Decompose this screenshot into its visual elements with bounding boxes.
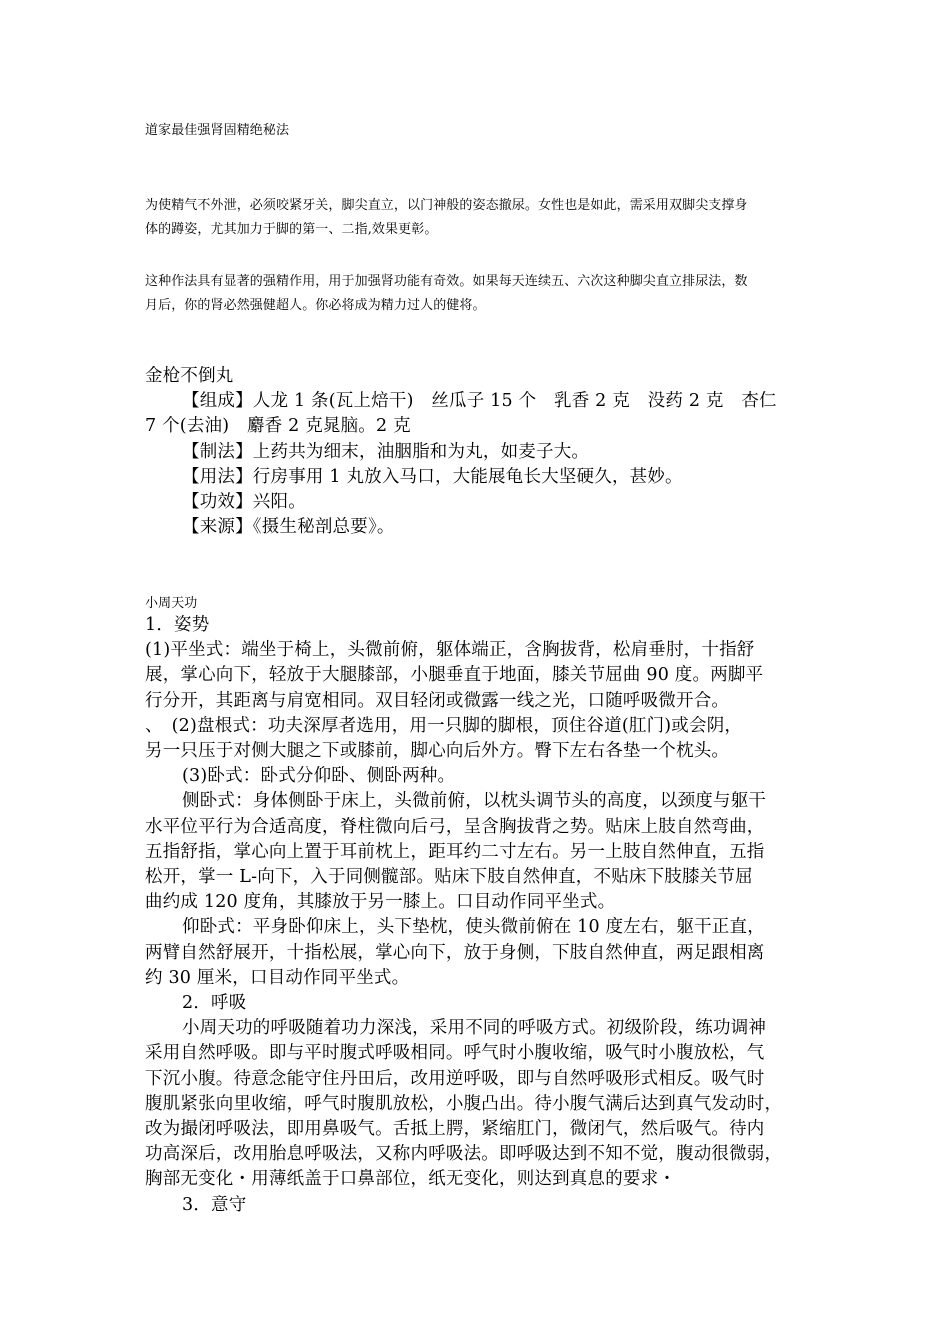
body-line: 、 (2)盘根式：功夫深厚者选用，用一只脚的脚根，顶住谷道(肛门)或会阴， bbox=[145, 715, 743, 736]
paragraph-1-line: 体的蹲姿，尤其加力于脚的第一、二指,效果更彰。 bbox=[145, 222, 438, 237]
body-line: (1)平坐式：端坐于椅上，头微前俯，躯体端正，含胸拔背，松肩垂肘，十指舒 bbox=[145, 640, 755, 661]
recipe-line: 【用法】行房事用 1 丸放入马口，大能展龟长大坚硬久，甚妙。 bbox=[182, 466, 683, 487]
body-line: 松开，掌一 L-向下，入于同侧髋部。贴床下肢自然伸直，不贴床下肢膝关节屈 bbox=[145, 867, 753, 888]
xiaozhoutian-body bbox=[145, 613, 810, 1218]
paragraph-1 bbox=[145, 194, 810, 242]
body-line: 侧卧式：身体侧卧于床上，头微前俯，以枕头调节头的高度，以颈度与躯干 bbox=[182, 791, 767, 812]
body-line: 水平位平行为合适高度，脊柱微向后弓，呈含胸拔背之势。贴床上肢自然弯曲， bbox=[145, 816, 765, 837]
body-line: 展，掌心向下，轻放于大腿膝部，小腿垂直于地面，膝关节屈曲 90 度。两脚平 bbox=[145, 665, 764, 686]
document-title bbox=[145, 119, 810, 143]
recipe-line: 7 个(去油) 麝香 2 克晁脑。2 克 bbox=[145, 416, 411, 437]
body-line: 功高深后，改用胎息呼吸法，又称内呼吸法。即呼吸达到不知不觉，腹动很微弱， bbox=[145, 1144, 783, 1165]
recipe-heading: 金枪不倒丸 bbox=[145, 366, 234, 386]
body-line: 曲约成 120 度角，其膝放于另一膝上。口目动作同平坐式。 bbox=[145, 892, 616, 913]
recipe-line: 【组成】人龙 1 条(瓦上焙干) 丝瓜子 15 个 乳香 2 克 没药 2 克 杏仁 bbox=[182, 391, 777, 412]
body-line: 胸部无变化・用薄纸盖于口鼻部位，纸无变化，则达到真息的要求・ bbox=[145, 1169, 676, 1190]
body-line: 采用自然呼吸。即与平时腹式呼吸相同。呼气时小腹收缩，吸气时小腹放松，气 bbox=[145, 1043, 765, 1064]
body-line: 1．姿势 bbox=[145, 615, 210, 635]
section-heading-text: 小周天功 bbox=[145, 596, 198, 611]
paragraph-2-line: 这种作法具有显著的强精作用，用于加强肾功能有奇效。如果每天连续五、六次这种脚尖直立排尿法，数 bbox=[145, 274, 748, 289]
body-line: 下沉小腹。待意念能守住丹田后，改用逆呼吸，即与自然呼吸形式相反。吸气时 bbox=[145, 1068, 765, 1089]
body-line: 两臂自然舒展开，十指松展，掌心向下，放于身侧，下肢自然伸直，两足跟相离 bbox=[145, 942, 765, 963]
paragraph-2 bbox=[145, 270, 810, 318]
recipe-section bbox=[145, 364, 810, 540]
body-line: 约 30 厘米，口目动作同平坐式。 bbox=[145, 967, 410, 988]
body-line: 小周天功的呼吸随着功力深浅，采用不同的呼吸方式。初级阶段，练功调神 bbox=[182, 1018, 767, 1039]
paragraph-1-line: 为使精气不外泄，必须咬紧牙关，脚尖直立，以门神般的姿态撤尿。女性也是如此，需采用双脚尖支撑身 bbox=[145, 198, 748, 213]
body-line: 另一只压于对侧大腿之下或膝前，脚心向后外方。臀下左右各垫一个枕头。 bbox=[145, 741, 730, 762]
body-line: 五指舒指，掌心向上置于耳前枕上，距耳约二寸左右。另一上肢自然伸直，五指 bbox=[145, 841, 765, 862]
recipe-line: 【来源】《摄生秘剖总要》。 bbox=[182, 517, 395, 538]
body-line: 3．意守 bbox=[182, 1194, 247, 1215]
title-text: 道家最佳强肾固精绝秘法 bbox=[145, 123, 290, 138]
body-line: 腹肌紧张向里收缩，呼气时腹肌放松，小腹凸出。待小腹气满后达到真气发动时， bbox=[145, 1093, 783, 1114]
body-line: 改为撮闭呼吸法，即用鼻吸气。舌抵上腭，紧缩肛门，微闭气，然后吸气。待内 bbox=[145, 1119, 765, 1140]
recipe-line: 【制法】上药共为细末，油胭脂和为丸，如麦子大。 bbox=[182, 441, 590, 462]
paragraph-2-line: 月后，你的肾必然强健超人。你必将成为精力过人的健将。 bbox=[145, 298, 486, 313]
body-line: 2．呼吸 bbox=[182, 993, 247, 1014]
body-line: (3)卧式：卧式分仰卧、侧卧两种。 bbox=[182, 766, 456, 787]
body-line: 行分开，其距离与肩宽相同。双目轻闭或微露一线之光，口随呼吸微开合。 bbox=[145, 690, 730, 711]
recipe-line: 【功效】兴阳。 bbox=[182, 492, 306, 513]
body-line: 仰卧式：平身卧仰床上，头下垫枕，使头微前俯在 10 度左右，躯干正直， bbox=[182, 917, 765, 938]
